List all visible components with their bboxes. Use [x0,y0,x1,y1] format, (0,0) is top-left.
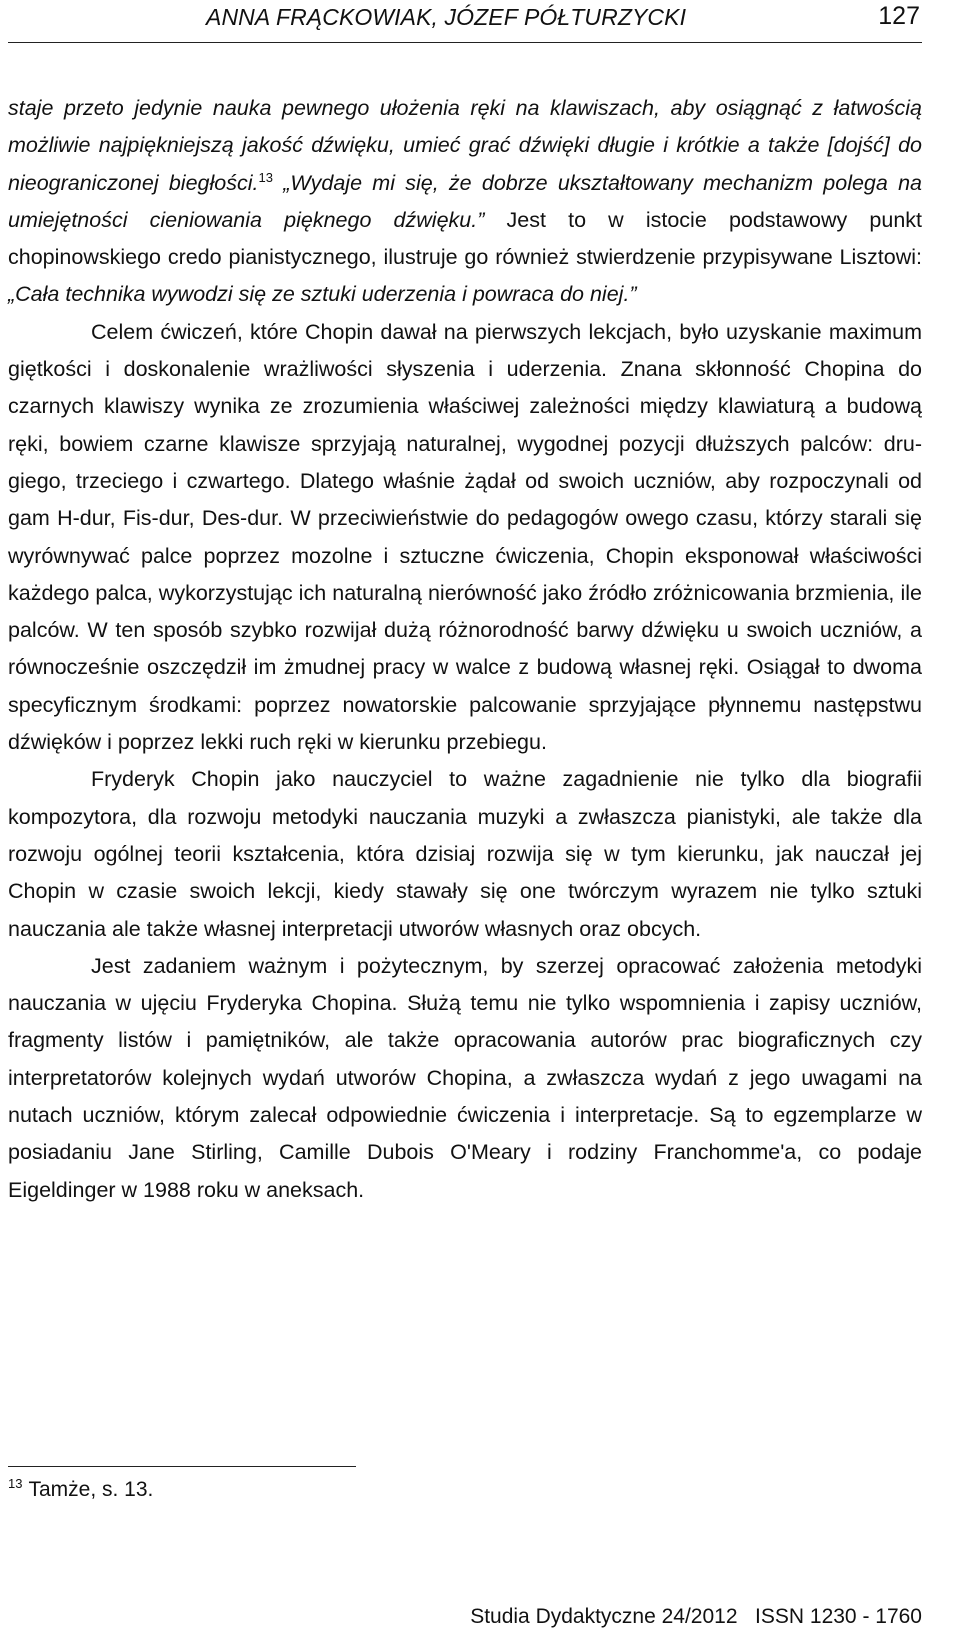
footnote-13 [8,1478,153,1502]
page-number: 127 [878,2,920,30]
footnote-ref-13: 13 [258,169,273,185]
paragraph-3: Fryderyk Chopin jako nauczyciel to ważne zagadnienie nie tylko dla biografii kompozytora, dla rozwoju metodyki nauczania muzyki a zwłaszcza pianistyki, ale także dla rozwoju ogólnej teorii kształcenia, która dzisiaj rozwija się w tym kierunku, jak nauczał jej Chopin w czasie swoich lekcji, kiedy stawały się one twórczym wyrazem nie tylko sztuki nauczania ale także własnej interpretacji utworów własnych oraz obcych. [8,767,922,941]
quote-chopin-part1: staje przeto jedynie nauka pewnego ułożenia ręki na klawiszach, aby osiągnąć z łatwością możliwie najpiękniejszą jakość dźwięku, umieć grać dźwięki długie i krótkie a także [dojść] do nieograniczonej biegłości. [8,96,922,195]
running-header [8,0,922,43]
paragraph-1 [8,90,922,314]
running-footer [470,1605,922,1629]
quote-chopin-part2: „Wydaje mi się, że dobrze ukształtowany mechanizm polega na umiejętności cieniowania pięknego dźwięku.” [8,170,922,232]
footnote-text: Tamże, s. 13. [28,1478,154,1501]
paragraph-4: Jest zadaniem ważnym i pożytecznym, by szerzej opracować założenia metodyki nauczania w ujęciu Fryderyka Chopina. Służą temu nie tylko wspomnienia i zapisy uczniów, fragmenty listów i pamiętników, ale także opracowania autorów prac biograficznych czy interpretatorów kolejnych wydań utworów Chopina, a zwłaszcza wydań z jego uwagami na nutach uczniów, którym zalecał odpowiednie ćwiczenia i interpretacje. Są to egzemplarze w posiadaniu Jane Stirling, Camille Dubois O'Meary i rodziny Franchomme'a, co podaje Eigeldinger w 1988 roku w aneksach. [8,953,922,1202]
footer-issn: ISSN 1230 - 1760 [755,1605,922,1628]
header-authors: ANNA FRĄCKOWIAK, JÓZEF PÓŁTURZYCKI [206,4,687,30]
body-text [8,90,922,1209]
footnote-number: 13 [8,1476,23,1491]
footnote-divider [8,1466,356,1467]
paragraph-1-text: Jest to w istocie podstawowy punkt chopinowskiego credo pianistycznego, ilustruje go również stwierdzenie przypisywane Lisztowi: [8,207,922,270]
footer-journal: Studia Dydaktyczne 24/2012 [470,1605,738,1628]
paragraph-2: Celem ćwiczeń, które Chopin dawał na pierwszych lekcjach, było uzyskanie maximum giętkości i doskonalenie wrażliwości słyszenia i uderzenia. Znana skłonność Chopina do czarnych klawiszy wynika ze zrozumienia właściwej zależności między klawiaturą a budową ręki, bowiem czarne klawisze sprzyjają naturalnej, wygodnej pozycji dłuższych palców: drugiego, trzeciego i czwartego. Dlatego właśnie żądał od swoich uczniów, aby rozpoczynali od gam H-dur, Fis-dur, Des-dur. W przeciwieństwie do pedagogów owego czasu, którzy starali się wyrównywać palce poprzez mozolne i sztuczne ćwiczenia, Chopin eksponował właściwości każdego palca, wykorzystując ich naturalną nierówność jako źródło zróżnicowania brzmienia, ile palców. W ten sposób szybko rozwijał dużą różnorodność barwy dźwięku u swoich uczniów, a równocześnie oszczędził im żmudnej pracy w walce z budową własnej ręki. Osiągał to dwoma specyficznym środkami: poprzez nowatorskie palcowanie sprzyjające płynnemu następstwu dźwięków i poprzez lekki ruch ręki w kierunku przebiegu. [8,319,922,755]
quote-liszt: „Cała technika wywodzi się ze sztuki uderzenia i powraca do niej.” [8,282,637,307]
